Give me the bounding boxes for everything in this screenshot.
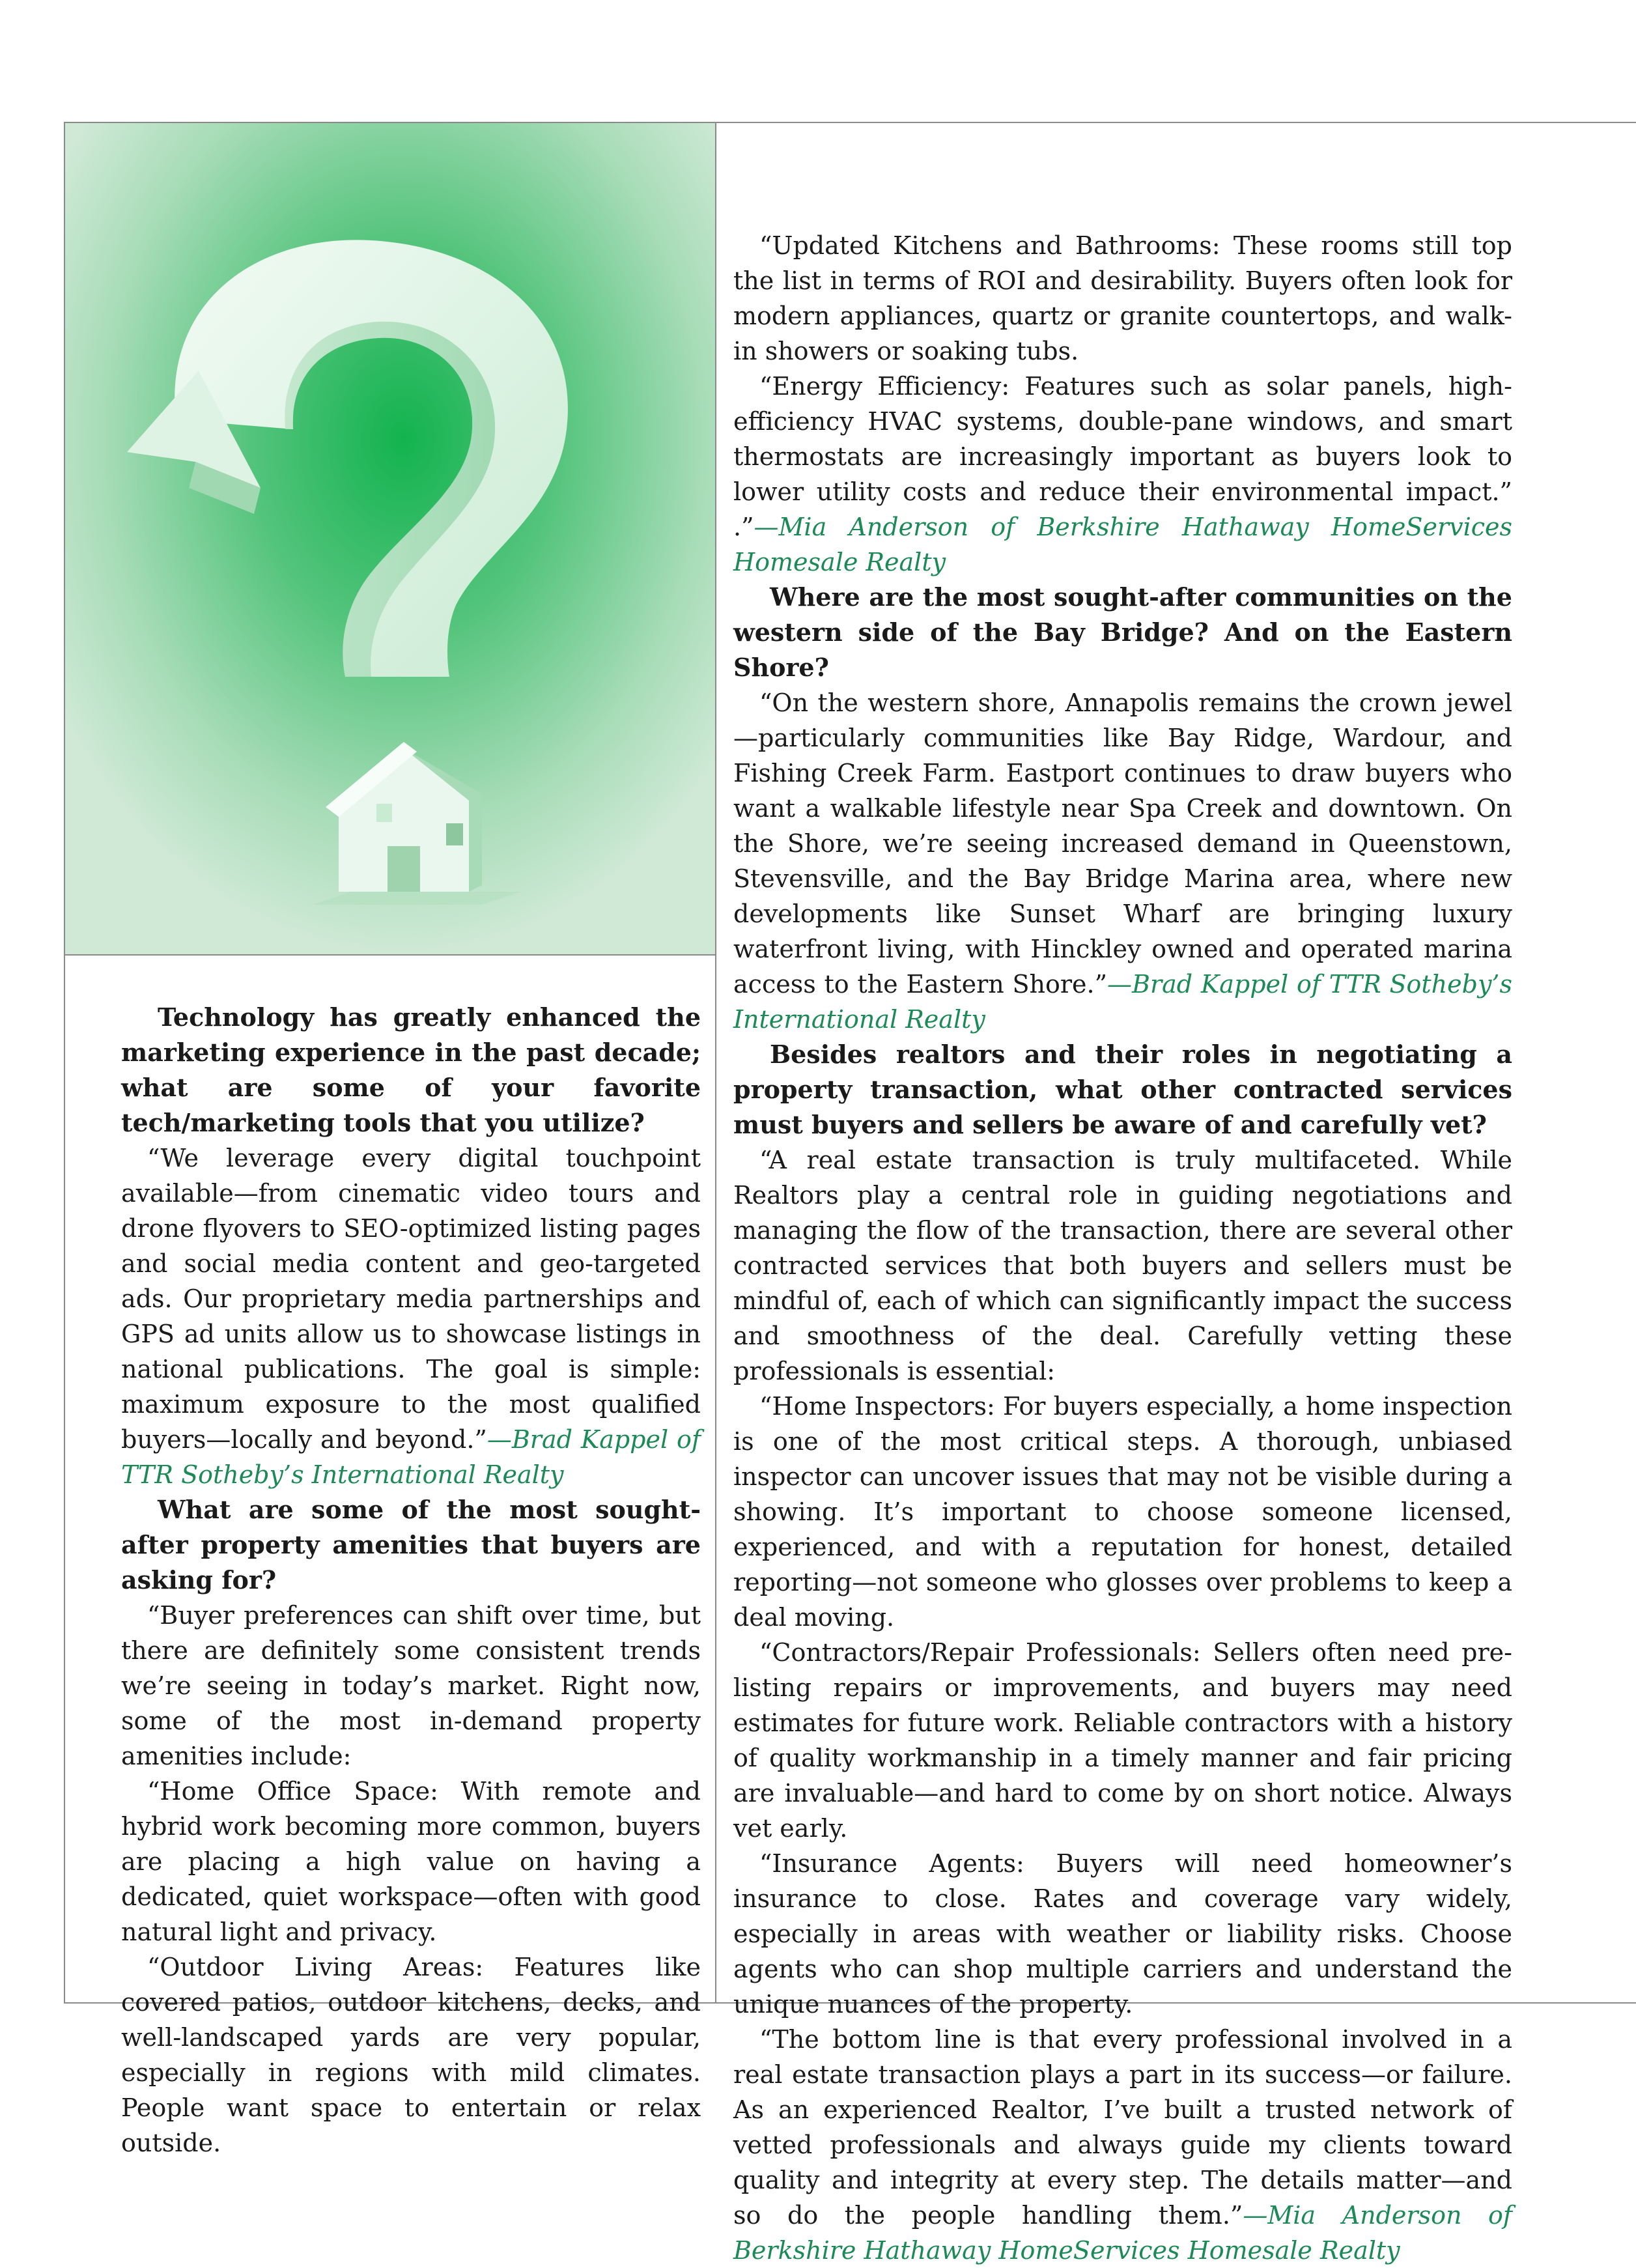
- answer-text: “We leverage every digital touchpoint available—from cinematic video tours and drone flyovers to SEO-optimized listing pages and social media content and geo-targeted ads. Our proprietary media partnerships and GPS ad units allow us to showcase listings in national publications. The goal is simple: maximum exposure to the most qualified buyers—locally and beyond.”: [121, 1144, 701, 1454]
- question-tech-tools: Technology has greatly enhanced the marketing experience in the past decade; what are some of your favorite tech/marketing tools that you utilize?: [121, 1002, 701, 1137]
- answer-text: “Energy Efficiency: Features such as solar panels, high-efficiency HVAC systems, double-pane windows, and smart thermostats are increasingly important as buyers look to lower utility costs and reduce their environmental impact.” .”: [733, 372, 1512, 541]
- answer-kitchens-bathrooms: “Updated Kitchens and Bathrooms: These rooms still top the list in terms of ROI and desirability. Buyers often look for modern appliances, quartz or granite countertops, and walk-in showers or soaking tubs.: [733, 231, 1512, 365]
- question-mark-house-illustration: [65, 123, 715, 955]
- question-communities: Where are the most sought-after communities on the western side of the Bay Bridge? And on the Eastern Shore?: [733, 582, 1512, 682]
- answer-services-intro: “A real estate transaction is truly multifaceted. While Realtors play a central role in guiding negotiations and managing the flow of the transaction, there are several other contracted services that both buyers and sellers must be mindful of, each of which can significantly impact the success and smoothness of the deal. Carefully vetting these professionals is essential:: [733, 1146, 1512, 1385]
- answer-communities: [733, 685, 1512, 1037]
- attribution-mia-anderson: —Mia Anderson of Berkshire Hathaway HomeServices Homesale Realty: [733, 2201, 1512, 2265]
- answer-amenities-intro: “Buyer preferences can shift over time, but there are definitely some consistent trends we’re seeing in today’s market. Right now, some of the most in-demand property amenities include:: [121, 1601, 701, 1770]
- right-text-column: [733, 228, 1512, 2268]
- answer-contractors: “Contractors/Repair Professionals: Sellers often need pre-listing repairs or improvements, and buyers may need estimates for future work. Reliable contractors with a history of quality workmanship in a timely manner and fair pricing are invaluable—and hard to come by on short notice. Always vet early.: [733, 1638, 1512, 1843]
- answer-outdoor-living: “Outdoor Living Areas: Features like covered patios, outdoor kitchens, decks, and well-landscaped yards are very popular, especially in regions with mild climates. People want space to entertain or relax outside.: [121, 1953, 701, 2157]
- attribution-brad-kappel: —Brad Kappel of TTR Sotheby’s International Realty: [121, 1425, 701, 1489]
- answer-energy-efficiency: [733, 369, 1512, 580]
- attribution-mia-anderson: —Mia Anderson of Berkshire Hathaway HomeServices Homesale Realty: [733, 513, 1512, 576]
- left-text-column: [121, 1000, 701, 2161]
- answer-bottom-line: [733, 2022, 1512, 2268]
- question-amenities: What are some of the most sought-after property amenities that buyers are asking for?: [121, 1495, 701, 1595]
- question-mark-house-icon: [65, 123, 715, 955]
- answer-insurance-agents: “Insurance Agents: Buyers will need homeowner’s insurance to close. Rates and coverage vary widely, especially in areas with weather or liability risks. Choose agents who can shop multiple carriers and understand the unique nuances of the property.: [733, 1849, 1512, 2019]
- answer-home-office: “Home Office Space: With remote and hybrid work becoming more common, buyers are placing a high value on having a dedicated, quiet workspace—often with good natural light and privacy.: [121, 1777, 701, 1946]
- answer-text: “On the western shore, Annapolis remains the crown jewel—particularly communities like Bay Ridge, Wardour, and Fishing Creek Farm. Eastport continues to draw buyers who want a walkable lifestyle near Spa Creek and downtown. On the Shore, we’re seeing increased demand in Queenstown, Stevensville, and the Bay Bridge Marina area, where new developments like Sunset Wharf are bringing luxury waterfront living, with Hinckley owned and operated marina access to the Eastern Shore.”: [733, 688, 1512, 999]
- question-contracted-services: Besides realtors and their roles in negotiating a property transaction, what other contracted services must buyers and sellers be aware of and carefully vet?: [733, 1040, 1512, 1139]
- illustration-bottom-rule: [65, 954, 715, 956]
- answer-tech-tools: [121, 1141, 701, 1492]
- column-divider-rule: [715, 122, 716, 2004]
- answer-text: “The bottom line is that every professional involved in a real estate transaction plays a part in its success—or failure. As an experienced Realtor, I’ve built a trusted network of vetted professionals and always guide my clients toward quality and integrity at every step. The details matter—and so do the people handling them.”: [733, 2025, 1512, 2230]
- attribution-brad-kappel: —Brad Kappel of TTR Sotheby’s International Realty: [733, 970, 1512, 1034]
- answer-home-inspectors: “Home Inspectors: For buyers especially, a home inspection is one of the most critical steps. A thorough, unbiased inspector can uncover issues that may not be visible during a showing. It’s important to choose someone licensed, experienced, and with a reputation for honest, detailed reporting—not someone who glosses over problems to keep a deal moving.: [733, 1392, 1512, 1632]
